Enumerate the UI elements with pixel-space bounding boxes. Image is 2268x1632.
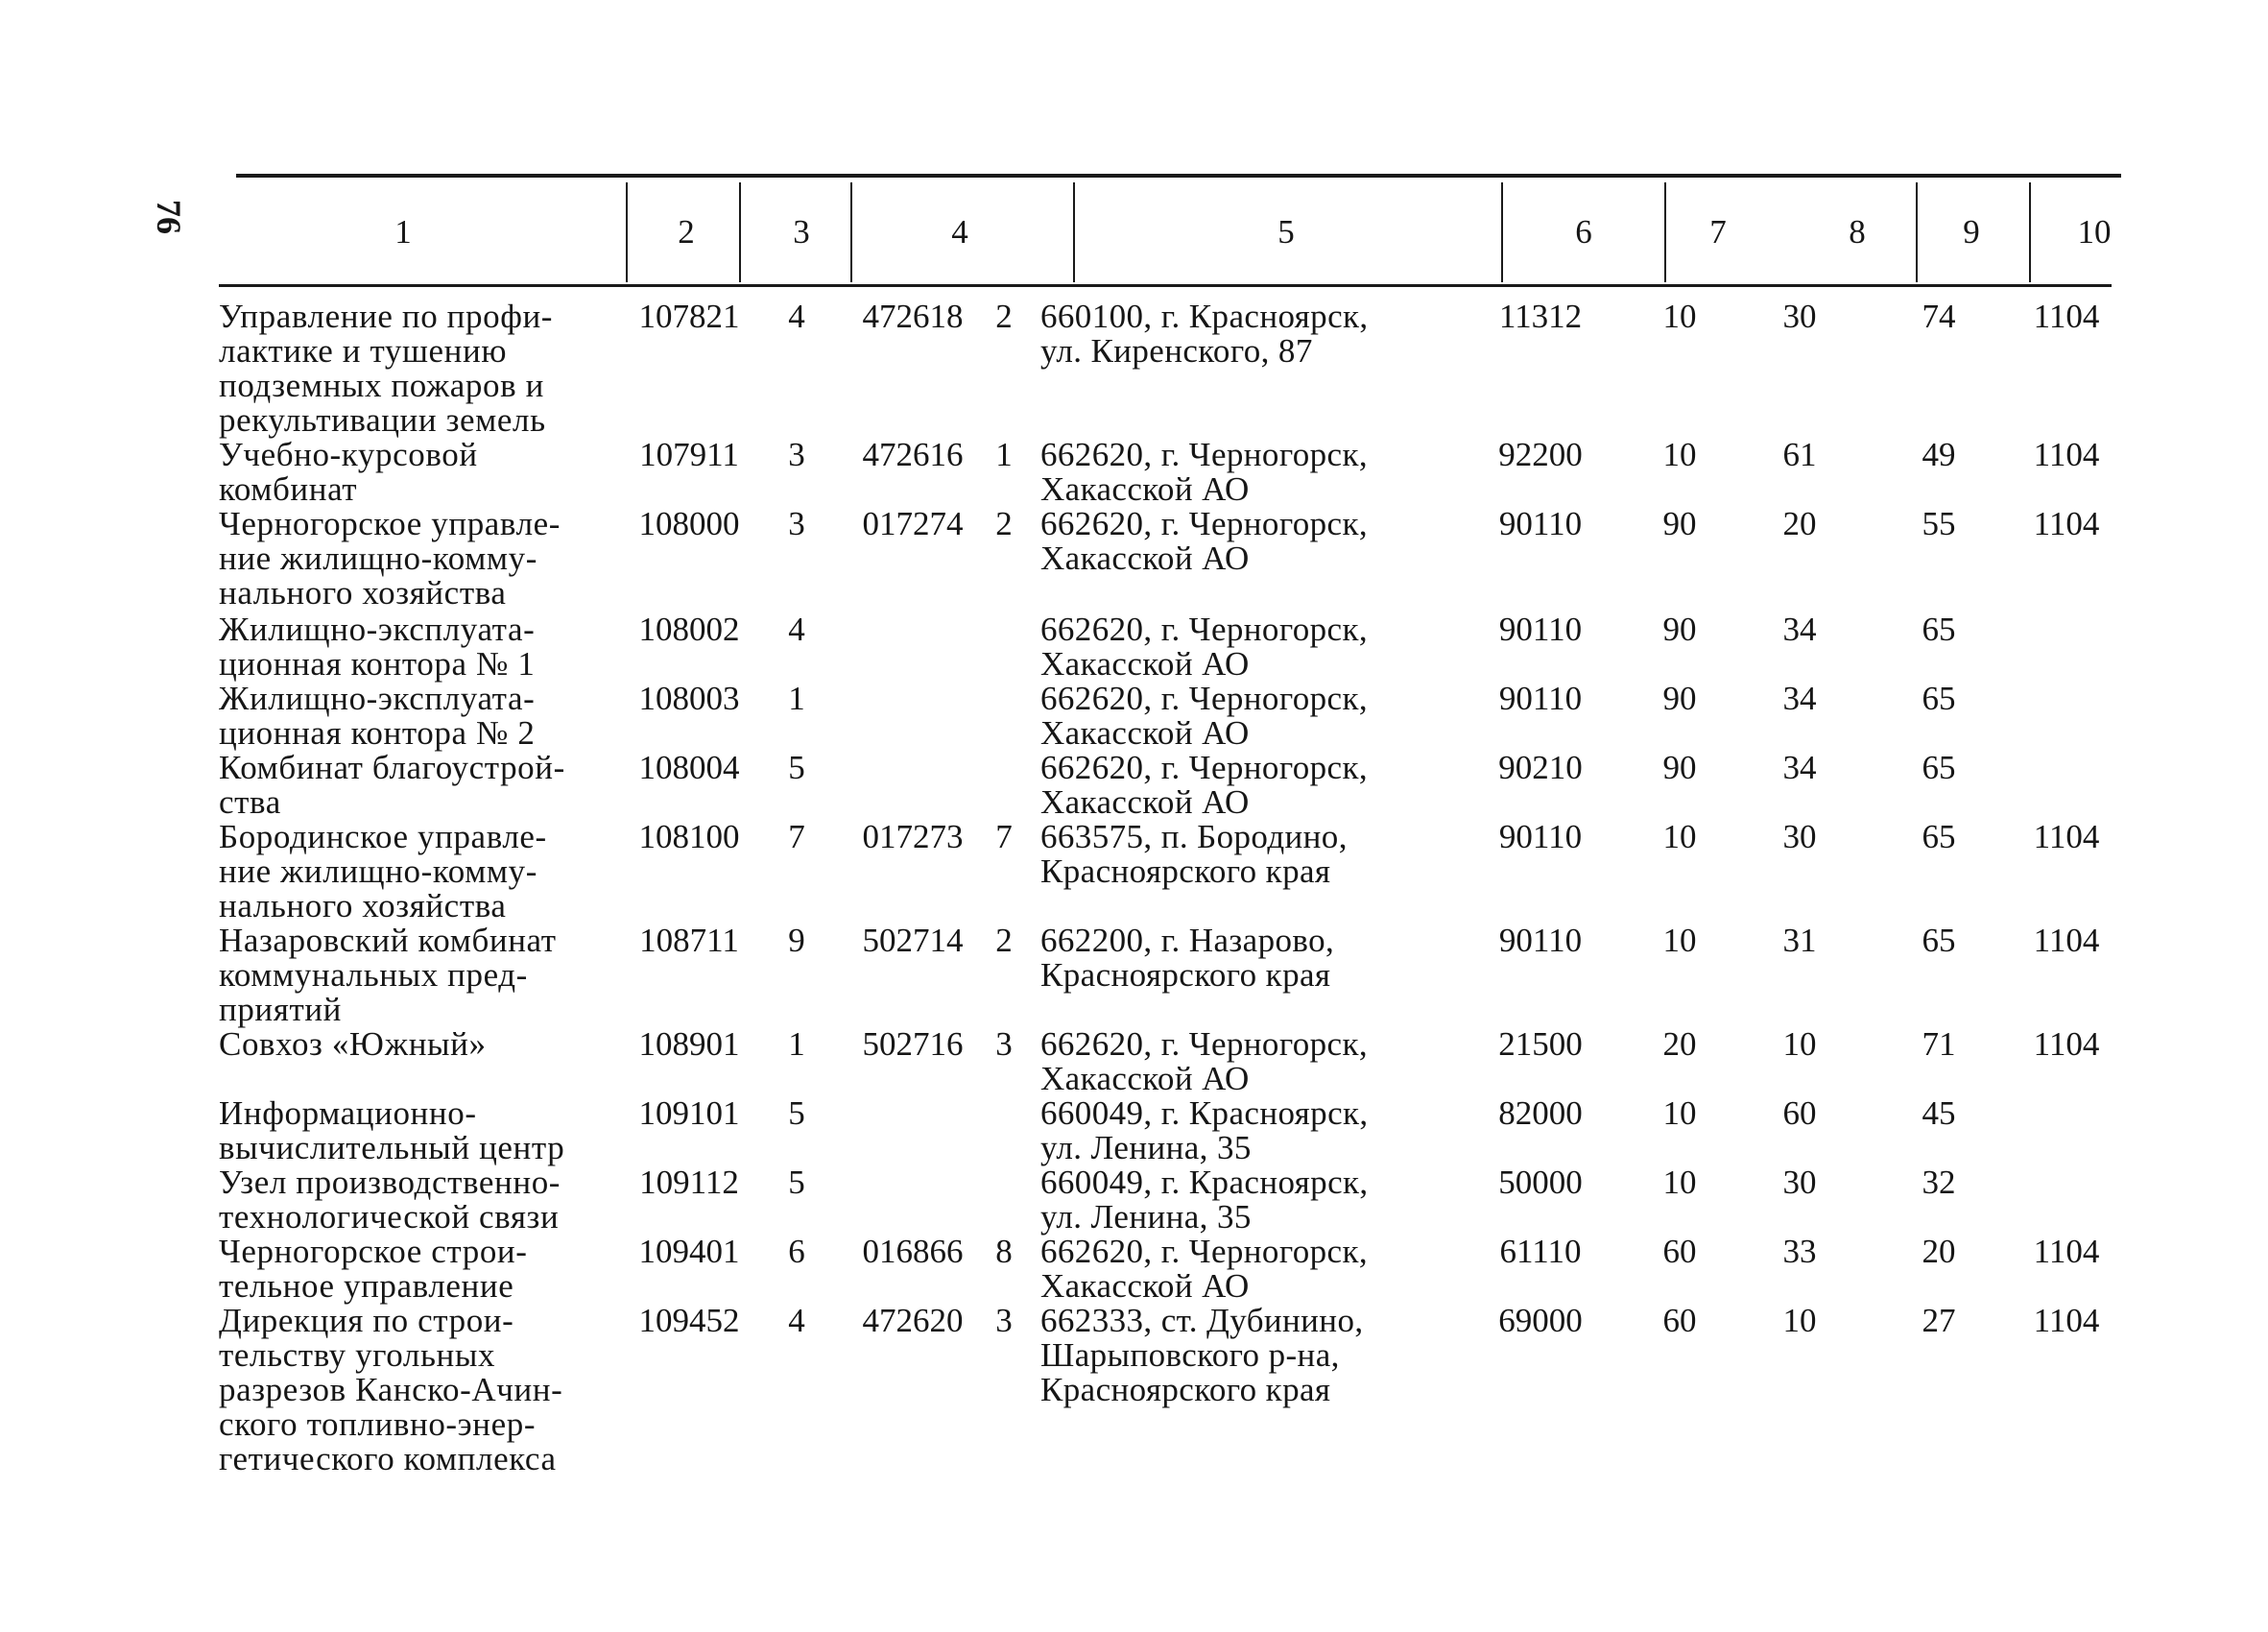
- column-3-value: 3: [788, 505, 805, 542]
- org-code: 109452: [638, 1302, 740, 1339]
- column-4-code: 017274: [862, 505, 964, 542]
- column-3-value: 4: [788, 611, 805, 648]
- column-divider: [739, 182, 741, 282]
- column-9-value: 20: [1922, 1233, 1956, 1270]
- organization-name: Дирекция по строи- тельству угольных разрезов Канско-Ачин- ского топливно-энер- гетического комплекса: [219, 1302, 563, 1477]
- column-7-value: 90: [1662, 611, 1697, 648]
- column-7-value: 10: [1662, 922, 1697, 959]
- column-6-value: 69000: [1498, 1302, 1583, 1339]
- column-6-value: 92200: [1498, 436, 1583, 473]
- column-3-value: 5: [788, 1164, 805, 1201]
- column-8-value: 30: [1782, 298, 1817, 335]
- column-9-value: 55: [1922, 505, 1956, 542]
- column-7-value: 90: [1662, 749, 1697, 786]
- address: 660049, г. Красноярск, ул. Ленина, 35: [1040, 1164, 1369, 1236]
- column-4-suffix: 8: [995, 1233, 1013, 1270]
- column-4-suffix: 7: [995, 818, 1013, 855]
- column-header-1: 1: [394, 213, 412, 251]
- column-4-code: 472620: [862, 1302, 964, 1339]
- column-3-value: 4: [788, 1302, 805, 1339]
- org-code: 108100: [638, 818, 740, 855]
- column-9-value: 71: [1922, 1025, 1956, 1063]
- column-7-value: 10: [1662, 1164, 1697, 1201]
- column-7-value: 10: [1662, 818, 1697, 855]
- org-code: 109101: [638, 1094, 740, 1132]
- organization-name: Учебно-курсовой комбинат: [219, 436, 478, 508]
- address: 662620, г. Черногорск, Хакасской АО: [1040, 680, 1368, 752]
- column-3-value: 4: [788, 298, 805, 335]
- column-6-value: 90110: [1498, 611, 1583, 648]
- column-6-value: 61110: [1499, 1233, 1582, 1270]
- organization-name: Узел производственно- технологической связи: [219, 1164, 561, 1236]
- column-10-value: 1104: [2033, 818, 2100, 855]
- column-divider: [1501, 182, 1503, 282]
- column-header-10: 10: [2077, 213, 2112, 251]
- address: 660100, г. Красноярск, ул. Киренского, 87: [1040, 298, 1369, 370]
- column-10-value: 1104: [2033, 1233, 2100, 1270]
- column-10-value: 1104: [2033, 436, 2100, 473]
- column-3-value: 1: [788, 1025, 805, 1063]
- column-header-3: 3: [793, 213, 810, 251]
- column-4-suffix: 2: [995, 298, 1013, 335]
- column-header-7: 7: [1709, 213, 1727, 251]
- address: 662620, г. Черногорск, Хакасской АО: [1040, 1025, 1368, 1097]
- column-header-9: 9: [1963, 213, 1980, 251]
- column-10-value: 1104: [2033, 505, 2100, 542]
- column-6-value: 90110: [1498, 818, 1583, 855]
- column-divider: [1073, 182, 1075, 282]
- column-3-value: 6: [788, 1233, 805, 1270]
- table-top-rule: [236, 174, 2121, 178]
- org-code: 108901: [638, 1025, 740, 1063]
- organization-name: Назаровский комбинат коммунальных пред- приятий: [219, 922, 557, 1028]
- organization-name: Черногорское строи- тельное управление: [219, 1233, 528, 1305]
- column-3-value: 3: [788, 436, 805, 473]
- column-3-value: 1: [788, 680, 805, 717]
- column-4-suffix: 3: [995, 1302, 1013, 1339]
- column-8-value: 60: [1782, 1094, 1817, 1132]
- column-8-value: 30: [1782, 818, 1817, 855]
- column-6-value: 90110: [1498, 922, 1583, 959]
- column-header-4: 4: [951, 213, 968, 251]
- column-7-value: 90: [1662, 505, 1697, 542]
- column-4-code: 017273: [862, 818, 964, 855]
- address: 662620, г. Черногорск, Хакасской АО: [1040, 1233, 1368, 1305]
- column-9-value: 65: [1922, 922, 1956, 959]
- column-divider: [850, 182, 852, 282]
- organization-name: Информационно- вычислительный центр: [219, 1094, 565, 1166]
- column-divider: [2029, 182, 2031, 282]
- column-9-value: 65: [1922, 818, 1956, 855]
- column-4-code: 472618: [862, 298, 964, 335]
- address: 662620, г. Черногорск, Хакасской АО: [1040, 611, 1368, 683]
- column-8-value: 61: [1782, 436, 1817, 473]
- organization-name: Управление по профи- лактике и тушению подземных пожаров и рекультивации земель: [219, 298, 554, 439]
- column-7-value: 20: [1662, 1025, 1697, 1063]
- organization-name: Бородинское управле- ние жилищно-комму- нального хозяйства: [219, 818, 547, 924]
- column-6-value: 90210: [1498, 749, 1583, 786]
- column-8-value: 10: [1782, 1025, 1817, 1063]
- org-code: 109401: [638, 1233, 740, 1270]
- column-9-value: 65: [1922, 749, 1956, 786]
- column-divider: [626, 182, 628, 282]
- column-9-value: 49: [1922, 436, 1956, 473]
- column-10-value: 1104: [2033, 922, 2100, 959]
- column-3-value: 5: [788, 1094, 805, 1132]
- org-code: 107911: [639, 436, 739, 473]
- column-7-value: 60: [1662, 1302, 1697, 1339]
- column-9-value: 74: [1922, 298, 1956, 335]
- column-8-value: 34: [1782, 680, 1817, 717]
- column-7-value: 90: [1662, 680, 1697, 717]
- column-9-value: 65: [1922, 611, 1956, 648]
- org-code: 108711: [639, 922, 739, 959]
- org-code: 108004: [638, 749, 740, 786]
- column-9-value: 32: [1922, 1164, 1956, 1201]
- organization-name: Совхоз «Южный»: [219, 1025, 487, 1063]
- column-8-value: 31: [1782, 922, 1817, 959]
- address: 662620, г. Черногорск, Хакасской АО: [1040, 749, 1368, 821]
- column-8-value: 33: [1782, 1233, 1817, 1270]
- column-4-suffix: 3: [995, 1025, 1013, 1063]
- column-9-value: 27: [1922, 1302, 1956, 1339]
- org-code: 108003: [638, 680, 740, 717]
- column-9-value: 65: [1922, 680, 1956, 717]
- header-bottom-rule: [219, 284, 2112, 287]
- column-4-suffix: 2: [995, 505, 1013, 542]
- column-7-value: 10: [1662, 298, 1697, 335]
- org-code: 109112: [639, 1164, 739, 1201]
- column-7-value: 60: [1662, 1233, 1697, 1270]
- column-6-value: 90110: [1498, 680, 1583, 717]
- column-divider: [1664, 182, 1666, 282]
- column-header-6: 6: [1575, 213, 1592, 251]
- column-6-value: 90110: [1498, 505, 1583, 542]
- address: 662620, г. Черногорск, Хакасской АО: [1040, 436, 1368, 508]
- org-code: 108000: [638, 505, 740, 542]
- address: 662200, г. Назарово, Красноярского края: [1040, 922, 1335, 994]
- column-3-value: 7: [788, 818, 805, 855]
- column-6-value: 21500: [1498, 1025, 1583, 1063]
- column-8-value: 34: [1782, 749, 1817, 786]
- column-4-code: 502714: [862, 922, 964, 959]
- column-8-value: 20: [1782, 505, 1817, 542]
- column-8-value: 34: [1782, 611, 1817, 648]
- column-3-value: 9: [788, 922, 805, 959]
- column-4-code: 016866: [862, 1233, 964, 1270]
- address: 662620, г. Черногорск, Хакасской АО: [1040, 505, 1368, 577]
- column-divider: [1916, 182, 1918, 282]
- org-code: 108002: [638, 611, 740, 648]
- organization-name: Жилищно-эксплуата- ционная контора № 2: [219, 680, 536, 752]
- org-code: 107821: [638, 298, 740, 335]
- column-header-2: 2: [678, 213, 695, 251]
- organization-name: Жилищно-эксплуата- ционная контора № 1: [219, 611, 536, 683]
- column-6-value: 82000: [1498, 1094, 1583, 1132]
- column-4-code: 472616: [862, 436, 964, 473]
- column-8-value: 30: [1782, 1164, 1817, 1201]
- column-header-5: 5: [1277, 213, 1295, 251]
- address: 662333, ст. Дубинино, Шарыповского р-на, Красноярского края: [1040, 1302, 1364, 1408]
- address: 663575, п. Бородино, Красноярского края: [1040, 818, 1348, 890]
- column-4-code: 502716: [862, 1025, 964, 1063]
- organization-name: Черногорское управле- ние жилищно-комму- нального хозяйства: [219, 505, 561, 612]
- column-9-value: 45: [1922, 1094, 1956, 1132]
- column-8-value: 10: [1782, 1302, 1817, 1339]
- column-7-value: 10: [1662, 1094, 1697, 1132]
- column-7-value: 10: [1662, 436, 1697, 473]
- column-4-suffix: 1: [995, 436, 1013, 473]
- page-number: 76: [150, 200, 188, 234]
- column-6-value: 50000: [1498, 1164, 1583, 1201]
- column-3-value: 5: [788, 749, 805, 786]
- column-10-value: 1104: [2033, 298, 2100, 335]
- column-6-value: 11312: [1498, 298, 1583, 335]
- column-4-suffix: 2: [995, 922, 1013, 959]
- column-header-8: 8: [1849, 213, 1866, 251]
- column-10-value: 1104: [2033, 1302, 2100, 1339]
- column-10-value: 1104: [2033, 1025, 2100, 1063]
- address: 660049, г. Красноярск, ул. Ленина, 35: [1040, 1094, 1369, 1166]
- organization-name: Комбинат благоустрой- ства: [219, 749, 565, 821]
